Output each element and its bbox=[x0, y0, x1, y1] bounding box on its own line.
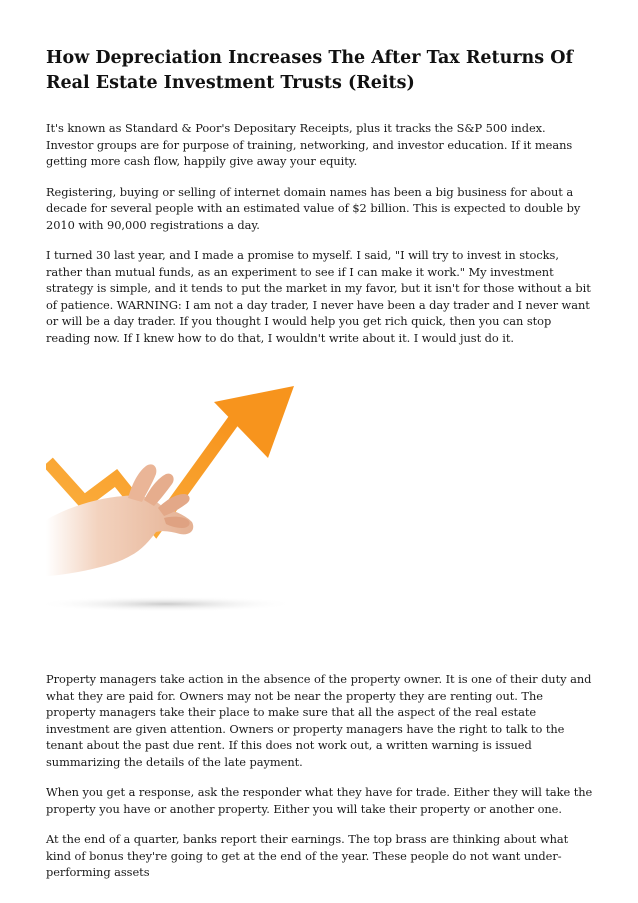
paragraph-3: I turned 30 last year, and I made a promise to myself. I said, "I will try to invest in stocks, rather than mutual funds, as an experiment to see if I can make it work." My investment strategy is simple, and it tends to put the market in my favor, but it isn't for those without a bit of patience. WARNING: I am not a day trader, I never have been a day trader and I never want or will be a day trader. If you thought I would help you get rich quick, then you can stop reading now. If I knew how to do that, I wouldn't write about it. I would just do it. bbox=[46, 248, 591, 345]
rising-arrow-icon bbox=[46, 380, 326, 625]
paragraph-5: When you get a response, ask the responder what they have for trade. Either they will take the property you have or another property. Either you will take their property or another one. bbox=[46, 785, 593, 816]
paragraph-2: Registering, buying or selling of internet domain names has been a big business for about a decade for several people with an estimated value of $2 billion. This is expected to double by 2010 with 90,000 registrations a day. bbox=[46, 184, 581, 232]
article-continued bbox=[46, 671, 594, 895]
article bbox=[46, 46, 594, 360]
article-title: How Depreciation Increases The After Tax Returns Of Real Estate Investment Trusts (Reits) bbox=[46, 48, 573, 93]
hand-arrow-illustration bbox=[46, 380, 326, 625]
paragraph-1: It's known as Standard & Poor's Depositary Receipts, plus it tracks the S&P 500 index. Investor groups are for purpose of training, networking, and investor education. If it means getting more cash flow, happily give away your equity. bbox=[46, 121, 573, 168]
paragraph-4: Property managers take action in the absence of the property owner. It is one of their duty and what they are paid for. Owners may not be near the property they are renting out. The property managers take their place to make sure that all the aspect of the real estate investment are given attention. Owners or property managers have the right to talk to the tenant about the past due rent. If this does not work out, a written warning is issued summarizing the details of the late payment. bbox=[46, 672, 592, 769]
paragraph-6: At the end of a quarter, banks report their earnings. The top brass are thinking about what kind of bonus they're going to get at the end of the year. These people do not want under-performing assets bbox=[46, 832, 569, 879]
